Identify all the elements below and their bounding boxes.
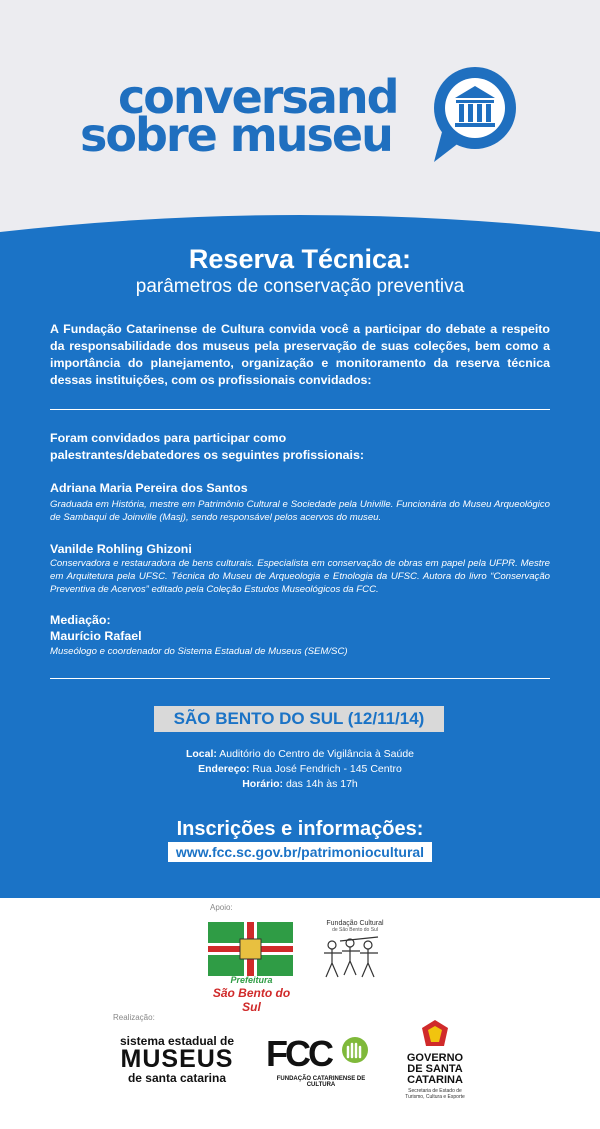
state-coat-icon xyxy=(418,1018,452,1048)
gov-line2: DE SANTA xyxy=(407,1063,463,1075)
fcc-logo xyxy=(266,1035,376,1088)
speaker-bio: Conservadora e restauradora de bens culturais. Especialista em conservação de obras em papel pela UFPR. Mestre em Arquitetura pela UFSC. Técnica do Museu de Arqueologia e Etnologia da UFSC. Autora do livro “Conservação Preventiva de Acervos” editado pela Coleção Estudos Museológicos da FCC. xyxy=(50,558,550,595)
logo-text-line2: sobre museu xyxy=(80,108,392,162)
mediation-label: Mediação: xyxy=(50,613,111,627)
government-logo xyxy=(400,1018,470,1100)
venue-value: Auditório do Centro de Vigilância à Saúde xyxy=(219,748,415,760)
mediator-name: Maurício Rafael xyxy=(50,629,142,643)
dancers-illustration-icon xyxy=(320,933,390,983)
fcc-subtitle: FUNDAÇÃO CATARINENSE DE CULTURA xyxy=(276,1076,366,1088)
invite-line: palestrantes/debatedores os seguintes profissionais: xyxy=(50,448,364,462)
prefeitura-city: São Bento do Sul xyxy=(212,986,291,1014)
sem-line3: de santa catarina xyxy=(127,1071,227,1085)
divider xyxy=(50,678,550,679)
city-date-badge: SÃO BENTO DO SUL (12/11/14) xyxy=(154,706,444,732)
time-label: Horário: xyxy=(242,778,284,790)
fundacao-title: Fundação Cultural xyxy=(326,920,384,927)
event-title: Reserva Técnica: xyxy=(188,244,412,274)
mediator-bio: Museólogo e coordenador do Sistema Estadual de Museus (SEM/SC) xyxy=(50,646,348,657)
fundacao-subtitle: de São Bento do Sul xyxy=(332,927,378,933)
venue-label: Local: xyxy=(185,748,217,760)
fcc-wordmark xyxy=(266,1035,376,1073)
venue-line xyxy=(0,747,600,762)
panel-curve xyxy=(0,198,600,238)
invite-text xyxy=(50,430,550,464)
fcc-letters: FCC xyxy=(266,1033,331,1074)
gov-line1: GOVERNO xyxy=(406,1052,464,1064)
sem-logo xyxy=(112,1035,242,1084)
realization-label: Realização: xyxy=(113,1013,155,1022)
logo-text-line1: conversand xyxy=(118,70,398,124)
intro-paragraph: A Fundação Catarinense de Cultura convida você a participar do debate a respeito da responsabilidade dos museus pela preservação de suas coleções, bem como a importância do planejamento, organização e monitoramento da reserva técnica dessas instituições, com os profissionais convidados: xyxy=(50,322,550,387)
sem-line1: sistema estadual de xyxy=(119,1034,235,1048)
prefeitura-flag-logo xyxy=(208,922,293,976)
sem-line2: MUSEUS xyxy=(120,1045,234,1073)
address-value: Rua José Fendrich - 145 Centro xyxy=(252,763,402,775)
gov-line3: CATARINA xyxy=(407,1074,463,1086)
prefeitura-label: Prefeitura xyxy=(230,975,273,985)
invite-line: Foram convidados para participar como xyxy=(50,431,287,445)
time-value: das 14h às 17h xyxy=(285,778,358,790)
speaker-name: Adriana Maria Pereira dos Santos xyxy=(50,481,248,495)
museum-bubble-icon xyxy=(420,66,530,166)
divider xyxy=(50,409,550,410)
registration-link[interactable]: www.fcc.sc.gov.br/patrimoniocultural xyxy=(168,842,432,862)
address-label: Endereço: xyxy=(198,763,250,775)
hand-icon xyxy=(338,1035,372,1065)
registration-heading: Inscrições e informações: xyxy=(176,818,424,840)
event-subtitle: parâmetros de conservação preventiva xyxy=(135,276,465,297)
speaker-name: Vanilde Rohling Ghizoni xyxy=(50,542,192,556)
support-label: Apoio: xyxy=(210,903,233,912)
fundacao-cultural-logo xyxy=(315,920,395,988)
gov-subtitle: Secretaria de Estado de Turismo, Cultura e Esporte xyxy=(405,1088,465,1100)
time-line xyxy=(0,777,600,792)
address-line xyxy=(0,762,600,777)
speaker-bio: Graduada em História, mestre em Patrimônio Cultural e Sociedade pela Univille. Funcionária do Museu Arqueológico de Sambaqui de Joinville (Masj), sendo responsável pelos acervos do museu. xyxy=(50,499,550,523)
